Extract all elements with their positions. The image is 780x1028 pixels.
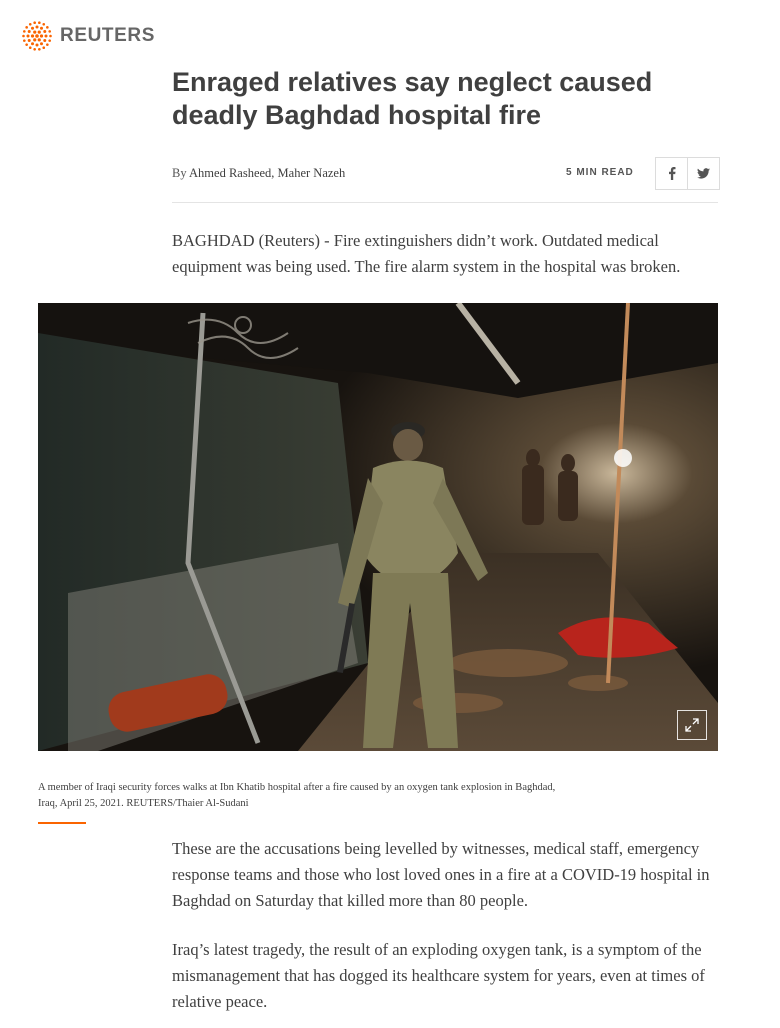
expand-icon <box>685 718 699 732</box>
article-headline: Enraged relatives say neglect caused deadly Baghdad hospital fire <box>172 67 653 130</box>
brand-name: REUTERS <box>60 25 155 46</box>
byline-authors[interactable]: Ahmed Rasheed, Maher Nazeh <box>189 166 346 180</box>
caption-accent-rule <box>38 822 86 824</box>
expand-photo-button[interactable] <box>677 710 707 740</box>
article-photo[interactable] <box>38 303 718 751</box>
facebook-share-button[interactable] <box>656 158 687 189</box>
body-paragraph: These are the accusations being levelled by witnesses, medical staff, emergency response teams and those who lost loved ones in a fire at a COVID-19 hospital in Baghdad on Saturday that killed more than 80 people. <box>172 839 710 910</box>
twitter-share-button[interactable] <box>687 158 719 189</box>
body-paragraph: Iraq’s latest tragedy, the result of an exploding oxygen tank, is a symptom of the mismanagement that has dogged its healthcare system for years, even at times of relative peace. <box>172 940 705 1011</box>
reuters-dots-icon <box>20 20 54 52</box>
reuters-logo[interactable] <box>20 20 155 52</box>
byline-divider <box>172 202 718 203</box>
byline <box>172 166 345 181</box>
facebook-icon <box>668 167 676 180</box>
read-time: 5 MIN READ <box>566 167 634 178</box>
photo-caption: A member of Iraqi security forces walks at Ibn Khatib hospital after a fire caused by an oxygen tank explosion in Baghdad, Iraq, April 25, 2021. REUTERS/Thaier Al-Sudani <box>38 782 556 809</box>
share-buttons <box>655 157 720 190</box>
hospital-fire-photo <box>38 303 718 751</box>
byline-prefix: By <box>172 166 187 180</box>
twitter-icon <box>697 168 710 179</box>
lead-paragraph: BAGHDAD (Reuters) - Fire extinguishers didn’t work. Outdated medical equipment was being used. The fire alarm system in the hospital was broken. <box>172 231 681 276</box>
